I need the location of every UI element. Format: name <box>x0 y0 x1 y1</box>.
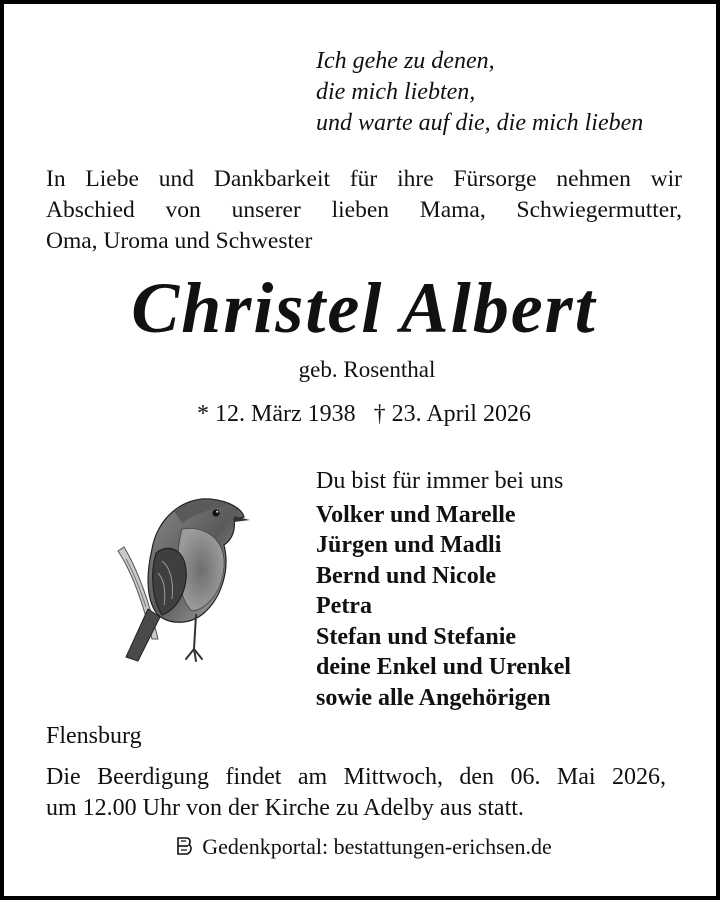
mourner-name: Jürgen und Madli <box>316 532 502 558</box>
memorial-portal <box>4 834 720 860</box>
robin-bird-illustration <box>112 489 252 679</box>
funeral-line: um 12.00 Uhr von der Kirche zu Adelby aus statt. <box>46 795 524 821</box>
intro-text <box>46 164 682 257</box>
poem <box>316 46 643 139</box>
intro-line: In Liebe und Dankbarkeit für ihre Fürsorge nehmen wir <box>46 166 682 192</box>
life-dates <box>4 401 720 428</box>
funeral-info <box>46 762 666 824</box>
birth-name: geb. Rosenthal <box>298 357 436 382</box>
birth-date: * 12. März 1938 <box>197 401 356 427</box>
mourner-name: Bernd und Nicole <box>316 562 497 589</box>
mourner-name: Stefan und Stefanie <box>316 623 517 650</box>
intro-line: Oma, Uroma und Schwester <box>46 228 313 254</box>
intro-line: Abschied von unserer lieben Mama, Schwiegermutter, <box>46 197 682 223</box>
portal-text[interactable]: Gedenkportal: bestattungen-erichsen.de <box>202 834 552 859</box>
poem-line: Ich gehe zu denen, <box>316 48 495 74</box>
death-date: † 23. April 2026 <box>373 401 531 427</box>
mourner-name: sowie alle Angehörigen <box>316 684 551 711</box>
city: Flensburg <box>46 723 142 749</box>
mourners-lead: Du bist für immer bei uns <box>316 468 564 494</box>
mourners-block <box>316 466 571 713</box>
deceased-name: Christel Albert <box>131 268 597 348</box>
mourner-name: Volker und Marelle <box>316 501 516 528</box>
bestatter-logo-icon <box>176 836 194 856</box>
mourner-name: Petra <box>316 593 372 619</box>
poem-line: und warte auf die, die mich lieben <box>316 110 644 136</box>
funeral-line: Die Beerdigung findet am Mittwoch, den 06. Mai 2026, <box>46 764 666 790</box>
poem-line: die mich liebten, <box>316 79 476 105</box>
mourner-name: deine Enkel und Urenkel <box>316 654 571 680</box>
